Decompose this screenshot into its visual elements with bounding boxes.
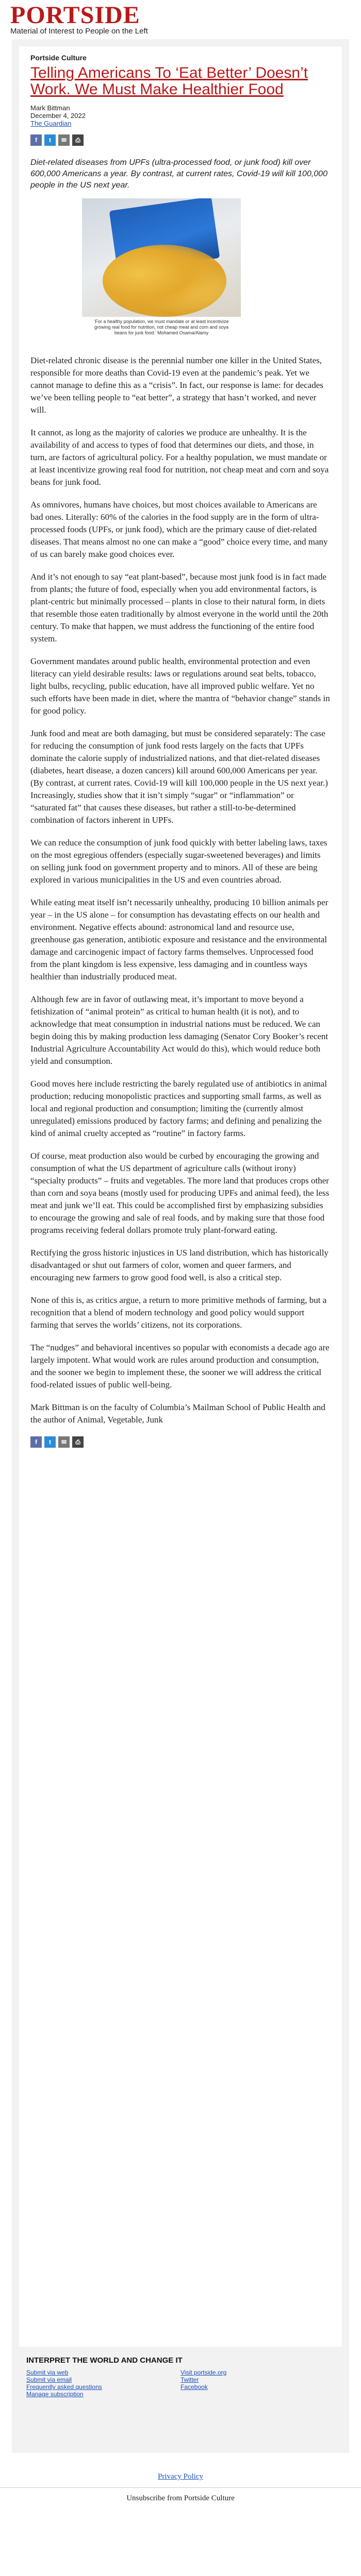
- junk-food-photo: [82, 198, 241, 317]
- footer: [19, 2347, 342, 2398]
- body-paragraph: Although few are in favor of outlawing meat, it’s important to move beyond a fetishization of “animal protein” as critical to human health (it is not), and to acknowledge that meat consumption in industrial nations must be reduced. We can begin doing this by making production less damaging (Senator Cory Booker’s recent Industrial Agriculture Accountability Act would do this), which would reduce both yield and consumption.: [30, 994, 329, 1066]
- facebook-share-icon[interactable]: f: [30, 134, 42, 146]
- facebook-link[interactable]: Facebook: [180, 2383, 208, 2391]
- body-paragraph: The “nudges” and behavioral incentives so popular with economists a decade ago are largely impotent. What would work are rules around production and consumption, and the sooner we begin to implement these, the sooner we will address the critical food-related issues of public well-being.: [30, 1343, 330, 1389]
- article-lede: Diet-related diseases from UPFs (ultra-processed food, or junk food) kill over 600,000 Americans a year. By contrast, at current rates, Covid-19 will kill 100,000 people in the US next year.: [30, 158, 327, 190]
- body-paragraph: Diet-related chronic disease is the perennial number one killer in the United States, responsible for more deaths than Covid-19 even at the pandemic’s peak. Yet we cannot manage to define this as a “crisis”. In fact, our response is lame: for decades we’ve been telling people to “eat better”, a strategy that hasn’t worked, and never will.: [30, 355, 323, 415]
- submit-web-link[interactable]: Submit via web: [26, 2369, 69, 2376]
- article-figure: [82, 198, 241, 336]
- date: December 4, 2022: [30, 112, 86, 120]
- source-link[interactable]: The Guardian: [30, 120, 72, 127]
- masthead: [0, 0, 361, 39]
- body-paragraph: It cannot, as long as the majority of calories we produce are unhealthy. It is the availability of and access to types of food that determines our diets, and those, in turn, are factors of agricultural policy. For a healthy population, we must mandate or at least incentivize growing real food for nutrition, not cheap meat and corn and soya beans for junk food.: [30, 428, 329, 487]
- image-caption: ‘For a healthy population, we must mandate or at least incentivize growing real food for nutrition, not cheap meat and corn and soya beans for junk food.’ Mohamed Osama/Alamy: [94, 319, 229, 335]
- content-panel: [12, 39, 349, 2453]
- faq-link[interactable]: Frequently asked questions: [26, 2383, 102, 2391]
- cheese-puffs-shape: [103, 245, 226, 317]
- footer-links: [26, 2369, 335, 2398]
- footer-heading: INTERPRET THE WORLD AND CHANGE IT: [26, 2356, 183, 2365]
- submit-email-link[interactable]: Submit via email: [26, 2376, 72, 2383]
- print-icon[interactable]: ⎙: [72, 134, 84, 146]
- twitter-share-icon[interactable]: t: [44, 134, 56, 146]
- visit-portside-link[interactable]: Visit portside.org: [180, 2369, 227, 2376]
- footer-links-left: [26, 2369, 180, 2398]
- portside-logo[interactable]: PORTSIDE: [10, 2, 140, 29]
- article-body: [30, 354, 331, 1426]
- share-bar-bottom: [30, 1436, 331, 1448]
- tagline: Material of Interest to People on the Left: [10, 27, 148, 36]
- privacy-policy-link[interactable]: Privacy Policy: [158, 2472, 203, 2481]
- body-paragraph: Of course, meat production also would be curbed by encouraging the growing and consumption of what the US department of agriculture calls (without irony) “specialty products” – fruits and vegetables. The more land that produces crops other than corn and soya beans (mostly used for producing UPFs and animal feed), the less meat and junk we’ll eat. This could be accomplished first by emphasizing subsidies to encourage the growing and sale of real foods, and by making sure that those food programs receiving federal dollars promote truly plant-forward eating.: [30, 1151, 330, 1235]
- email-share-icon[interactable]: ✉: [58, 134, 70, 146]
- twitter-share-icon[interactable]: t: [44, 1436, 56, 1448]
- bottom-links: [0, 2472, 361, 2503]
- email-share-icon[interactable]: ✉: [58, 1436, 70, 1448]
- divider: [0, 2487, 361, 2488]
- footer-links-right: [180, 2369, 335, 2398]
- body-paragraph: We can reduce the consumption of junk food quickly with better labeling laws, taxes on the most egregious offenders (especially sugar-sweetened beverages) and limits on selling junk food on government property and to minors. All of these are being explored in various municipalities in the US and even countries abroad.: [30, 838, 327, 885]
- article-card: [19, 46, 342, 2347]
- body-paragraph: Good moves here include restricting the barely regulated use of antibiotics in animal production; reducing monopolistic practices and supporting small farms, as well as local and regional production and consumption; limiting the (currently almost unregulated) emissions produced by factory farms; and defining and penalizing the kind of animal cruelty accepted as “routine” in factory farms.: [30, 1079, 327, 1138]
- author-bio: Mark Bittman is on the faculty of Columbia’s Mailman School of Public Health and the author of Animal, Vegetable, Junk: [30, 1402, 325, 1425]
- body-paragraph: Rectifying the gross historic injustices in US land distribution, which has historically disadvantaged or shut out farmers of color, women and queer farmers, and encouraging new farmers to grow good food well, is also a critical step.: [30, 1248, 329, 1282]
- section-label: Portside Culture: [30, 54, 87, 62]
- author: Mark Bittman: [30, 104, 70, 112]
- manage-subscription-link[interactable]: Manage subscription: [26, 2391, 84, 2398]
- share-bar-top: [30, 134, 331, 146]
- body-paragraph: Junk food and meat are both damaging, but must be considered separately: The case for reducing the consumption of junk food rests largely on the facts that UPFs dominate the calorie supply of industrialized nations, and that diet-related diseases (diabetes, heart disease, a dozen cancers) kill around 600,000 Americans per year. (By contrast, at current rates. Covid-19 will kill 100,000 people in the US next year.) Increasingly, studies show that it isn’t simply “sugar” or “inflammation” or “saturated fat” that causes these diseases, but rather a still-to-be-determined combination of factors inherent in UPFs.: [30, 728, 328, 825]
- article-meta: [30, 104, 331, 127]
- twitter-link[interactable]: Twitter: [180, 2376, 199, 2383]
- article-title[interactable]: Telling Americans To ‘Eat Better’ Doesn’t Work. We Must Make Healthier Food: [30, 64, 308, 98]
- unsubscribe-link[interactable]: Unsubscribe from Portside Culture: [126, 2494, 235, 2502]
- body-paragraph: Government mandates around public health, environmental protection and even literacy can yield desirable results: laws or regulations around seat belts, tobacco, light bulbs, recycling, public education, have all improved public welfare. Yet no such efforts have been made in diet, where the mantra of “behavior change” stands in for good policy.: [30, 656, 330, 716]
- facebook-share-icon[interactable]: f: [30, 1436, 42, 1448]
- body-paragraph: As omnivores, humans have choices, but most choices available to Americans are bad ones. Literally: 60% of the calories in the food supply are in the form of ultra-processed foods (UPFs, or junk food), which are the primary cause of diet-related diseases. That means almost no one can make a “good” choice every time, and many of us can barely make good choices ever.: [30, 500, 328, 559]
- body-paragraph: And it’s not enough to say “eat plant-based”, because most junk food is in fact made from plants; the future of food, especially when you add environmental factors, is plant-centric but minimally processed – plants in close to their natural form, in diets that resemble those eaten traditionally by almost everyone in the world until the 20th century. To make that happen, we must address the functioning of the entire food system.: [30, 572, 329, 643]
- body-paragraph: None of this is, as critics argue, a return to more primitive methods of farming, but a recognition that a blend of modern technology and good policy would support farming that serves the worlds’ citizens, not its corporations.: [30, 1295, 327, 1330]
- body-paragraph: While eating meat itself isn’t necessarily unhealthy, producing 10 billion animals per year – in the US alone – for consumption has devastating effects on our health and environment. Negative effects abound: astronomical land and resource use, greenhouse gas generation, antibiotic exposure and resistance and the environmental damage and carcinogenic impact of factory farms themselves. Unprocessed food from the plant kingdom is less expensive, less damaging and in countless ways healthier than industrially produced meat.: [30, 897, 329, 981]
- print-icon[interactable]: ⎙: [72, 1436, 84, 1448]
